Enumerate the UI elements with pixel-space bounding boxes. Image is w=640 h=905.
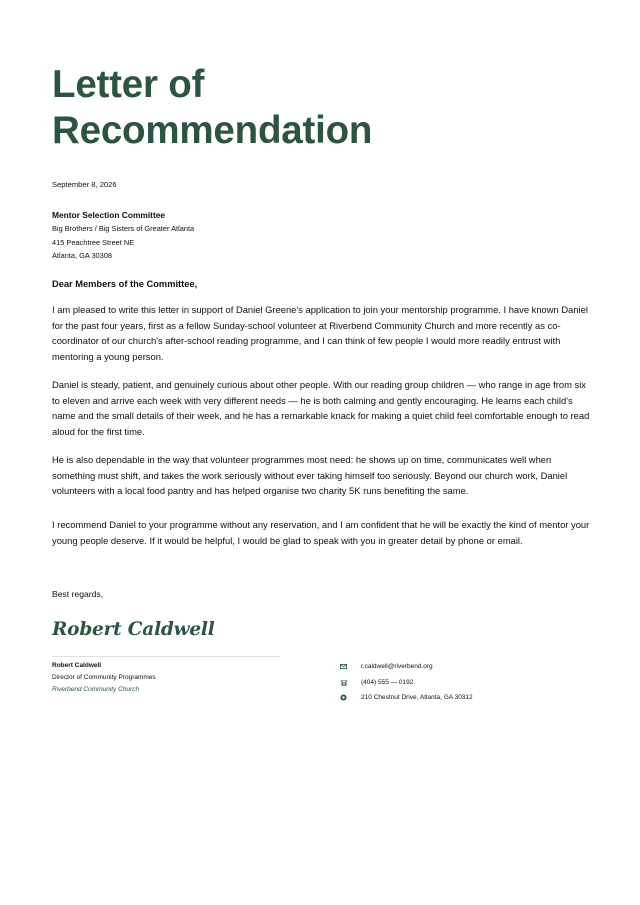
recipient-block	[52, 209, 194, 262]
envelope-icon	[340, 664, 361, 669]
letter-body	[52, 302, 592, 561]
signature-divider	[52, 656, 280, 657]
contact-address-row	[340, 690, 473, 706]
body-paragraph-2: Daniel is steady, patient, and genuinely curious about other people. With our reading group children — who range in age from six to eleven and arrive each week with very different needs — he is both calming and gently encouraging. He learns each child's name and the small details of their week, and he has a remarkable knack for making a quiet child feel comfortable enough to read aloud for the first time.	[52, 379, 590, 438]
contact-phone-row	[340, 675, 473, 691]
contact-email-row	[340, 659, 473, 675]
document-title	[52, 62, 592, 154]
recipient-name: Mentor Selection Committee	[52, 210, 166, 220]
phone-icon	[340, 679, 361, 686]
signature: Robert Caldwell	[52, 619, 215, 640]
body-paragraph-4: I recommend Daniel to your programme without any reservation, and I am confident that he will be exactly the kind of mentor your young people deserve. If it would be helpful, I would be glad to speak with you in greater detail by phone or email.	[52, 519, 590, 546]
recipient-address-line-1: 415 Peachtree Street NE	[52, 237, 135, 247]
location-pin-icon	[340, 694, 361, 701]
recipient-address-line-2: Atlanta, GA 30308	[52, 250, 112, 260]
closing: Best regards,	[52, 589, 104, 599]
salutation: Dear Members of the Committee,	[52, 279, 198, 289]
signer-role: Director of Community Programmes	[52, 673, 156, 681]
contact-phone[interactable]: (404) 555 — 0192	[361, 678, 414, 686]
signer-org: Riverbend Community Church	[52, 685, 140, 693]
contact-email[interactable]: r.caldwell@riverbend.org	[361, 663, 433, 670]
signer-block	[52, 660, 156, 695]
title-line-1: Letter of	[52, 63, 205, 106]
body-paragraph-3: He is also dependable in the way that volunteer programmes most need: he shows up on time, communicates well when something must shift, and takes the work seriously without ever taking himself too seriously. Beyond our church work, Daniel volunteers with a local food pantry and has helped organise two charity 5K runs benefiting the same.	[52, 454, 568, 497]
signer-name: Robert Caldwell	[52, 662, 102, 669]
letter-date: September 8, 2026	[52, 180, 117, 189]
contact-block	[340, 659, 473, 706]
recipient-org: Big Brothers / Big Sisters of Greater Atlanta	[52, 224, 195, 234]
body-paragraph-1: I am pleased to write this letter in support of Daniel Greene's application to join your mentorship programme. I have known Daniel for the past four years, first as a fellow Sunday-school volunteer at Riverbend Community Church and more recently as co-coordinator of our church's after-school reading programme, and I can think of few people I would more readily entrust with mentoring a young person.	[52, 304, 588, 363]
title-line-2: Recommendation	[52, 109, 373, 152]
contact-address: 210 Chestnut Drive, Atlanta, GA 30312	[361, 694, 473, 702]
